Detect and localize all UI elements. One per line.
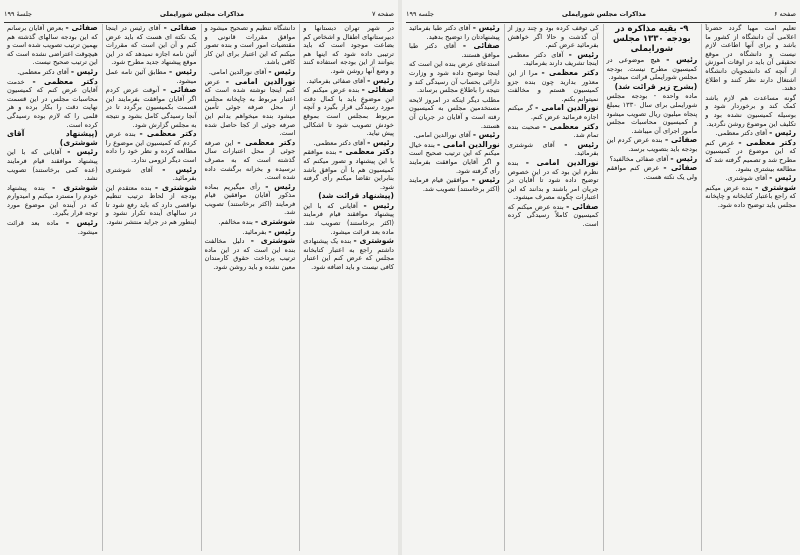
paragraph-text: آقای شوشتری بفرمائید. <box>507 140 599 158</box>
text-column <box>603 24 698 551</box>
page-number: صفحه ۷ <box>371 10 394 18</box>
speaker-name: رئیس - <box>363 200 394 210</box>
speaker-name: رئیس - <box>472 130 500 140</box>
speaker-name: رئیس - <box>367 75 394 85</box>
paragraph <box>607 83 698 92</box>
speaker-name: صفائی - <box>162 85 197 95</box>
paragraph-text: آقای نورالدین امامی. <box>208 67 267 76</box>
paragraph <box>7 148 98 182</box>
speaker-name: رئیس - <box>670 153 698 163</box>
paragraph <box>106 130 197 164</box>
paragraph <box>106 24 197 67</box>
paragraph-text: بنده عرض میکنم که این موضوع باید با کمال دقت مورد رسیدگی قرار بگیرد و آنچه مربوط بمجلس است بموقع خودش تصویب شود تا اشکالی پیش نیاید. <box>303 86 394 138</box>
paragraph-text: بنده یک پیشنهادی داشتم راجع به اعتبار کتابخانه مجلس که عرض کنم این اعتبار کافی نیست و باید اضافه شود. <box>303 237 394 272</box>
paragraph-text: آقای شوشتری. <box>725 174 768 183</box>
paragraph <box>7 130 98 147</box>
paragraph-text: صحبت بنده تمام شد. <box>507 122 599 140</box>
speaker-name: دکتر معظمی - <box>32 76 98 86</box>
speaker-name: دکتر معظمی - <box>139 129 197 139</box>
text-column <box>201 24 296 551</box>
paragraph-text: بعرض آقایان برسانم که این بودجه سالهای گذشته هم بهمین ترتیب تصویب شده است و هیچوقت اعتراضی نشده است که این ترتیب صحیح نیست. <box>7 24 98 67</box>
text-column <box>504 24 599 551</box>
speaker-name: رئیس - <box>471 175 500 185</box>
page-header <box>4 8 394 23</box>
speaker-name: دکتر معظمی - <box>339 147 394 157</box>
paragraph-text: هیچ موضوعی در کمیسیون مطرح نیست. بودجه مجلس شورایملی قرائت میشود. <box>606 56 698 82</box>
paragraph <box>409 176 500 193</box>
speaker-name: رئیس - <box>67 147 98 157</box>
speaker-name: شوشتری - <box>52 182 98 192</box>
left-page <box>0 0 398 555</box>
speaker-name: دکتر معظمی - <box>541 67 599 77</box>
paragraph <box>303 86 394 138</box>
running-title: مذاکرات مجلس شورایملی <box>561 10 647 18</box>
paragraph-text: آقایانی که با این پیشنهاد موافقند قیام فرمایند (اکثر برخاستند) تصویب شد. ماده بعد قرائت میشود. <box>303 201 394 236</box>
speaker-name: صفائی - <box>663 163 698 173</box>
paragraph-text: بنده موافقم با این پیشنهاد و تصور میکنم که کمیسیون هم با آن موافق باشد بنابراین تقاضا میکنم رأی گرفته شود. <box>303 148 394 191</box>
speaker-name: دکتر معظمی - <box>542 121 599 131</box>
paragraph <box>7 219 98 236</box>
paragraph <box>303 148 394 191</box>
paragraph-text: آقای صفائی بفرمائید. <box>306 76 366 85</box>
speaker-name: دکتر معظمی - <box>738 137 796 147</box>
paragraph <box>508 51 599 68</box>
paragraph-text: آقای شوشتری بفرمائید. <box>105 165 197 183</box>
speaker-name: صفائی - <box>163 24 197 32</box>
paragraph <box>607 136 698 153</box>
paragraph-text: رأی میگیریم بماده مذکور آقایان موافقین قیام فرمایند (اکثر برخاستند) تصویب شد. <box>204 182 296 217</box>
speaker-name: شوشتری - <box>254 217 296 227</box>
text-column <box>406 24 500 551</box>
paragraph-text: موافقین قیام فرمایند (اکثر برخاستند) تصویب شد. <box>409 176 500 193</box>
right-page <box>402 0 800 555</box>
speaker-name: نورالدین امامی - <box>535 103 599 113</box>
paragraph <box>508 159 599 202</box>
paragraph-text: خدمت آقایان عرض کنم که کمیسیون محاسبات مجلس در این قسمت نهایت دقت را بکار برده و هر قلمی را که لازم بوده رسیدگی کرده است. <box>7 77 98 129</box>
paragraph <box>705 24 796 93</box>
paragraph-text: ماده بعد قرائت میشود. <box>7 219 98 236</box>
session-number: جلسه ۱۹۹ <box>406 10 435 18</box>
paragraph <box>409 42 500 59</box>
paragraph <box>106 86 197 129</box>
speaker-name: صفائی - <box>566 201 599 211</box>
paragraph <box>409 60 500 94</box>
speaker-name: رئیس - <box>268 66 296 76</box>
session-number: جلسهٔ ۱۹۹ <box>4 10 33 18</box>
paragraph <box>607 155 698 164</box>
paragraph <box>607 92 698 135</box>
paragraph <box>607 164 698 181</box>
paragraph <box>205 24 296 67</box>
paragraph-text: عرض کنم اینجا نوشته شده است که اعتبار مربوط به چاپخانه مجلس از محل صرفه جوئی تأمین میشود بنده میخواهم بدانم این صرفه جوئی از کجا حاصل شده است. <box>204 77 296 138</box>
text-column <box>299 24 394 551</box>
paragraph <box>303 77 394 86</box>
paragraph-text: آقای دکتر طبا موافق هستند. <box>409 42 500 59</box>
paragraph <box>106 166 197 183</box>
speaker-name: رئیس - <box>268 226 296 236</box>
paragraph-text: بفرمائید. <box>242 227 267 236</box>
speaker-name: نورالدین امامی - <box>437 139 500 149</box>
paragraph-text: بنده نظرم این بود که در این خصوص توضیح داده شود تا آقایان در جریان امر باشند و بدانند که این اعتبارات چگونه مصرف میشود. <box>507 158 599 202</box>
paragraph <box>7 78 98 130</box>
paragraph-text: در شهر تهران دبستانها و دبیرستانهای اطفال و اشخاص کم بضاعت موجود است که باید ترتیبی داده شود که اینها هم بتوانند از این بودجه استفاده کنند و وضع آنها روشن شود. <box>303 24 394 75</box>
text-column <box>701 24 796 551</box>
paragraph-text: دلیل مخالفت بنده این است که در این ماده ترتیب پرداخت حقوق کارمندان معین نشده و باید روشن شود. <box>204 237 296 272</box>
paragraph-text: آقای دکتر معظمی. <box>715 129 768 138</box>
paragraph-text: بنده پیشنهاد خودم را مسترد میکنم و امیدوارم که در آینده این موضوع مورد توجه قرار بگیرد. <box>7 183 98 218</box>
speaker-name: شوشتری - <box>353 236 394 246</box>
speaker-name: رئیس - <box>162 164 197 174</box>
paragraph-text: ماده واحده - بودجه مجلس شورایملی برای سال ۱۳۳۰ بمبلغ پنجاه میلیون ریال تصویب میشود و کمیسیون محاسبات مجلس مأمور اجرای آن میباشد. <box>606 92 698 135</box>
paragraph-text: آقای دکتر معظمی اینجا تشریف دارند بفرمائید. <box>507 50 599 68</box>
paragraph-text: کی توقف کرده بود و چند روز از آن گذشت و حالا اگر خواهش بفرمائید عرض کنم. <box>507 24 599 50</box>
paragraph-text: آقای دکتر معظمی. <box>17 67 69 76</box>
paragraph-text: عرض کنم موافقم ولی یک نکته هست. <box>606 164 698 181</box>
paragraph <box>508 141 599 158</box>
paragraph-text: این صرفه جوئی از محل اعتبارات سال گذشته است که به مصرف نرسیده و بخزانه برگشت داده شده است. <box>204 138 296 182</box>
paragraph-text: آقای نورالدین امامی. <box>413 131 471 140</box>
speaker-name: صفائی - <box>462 41 500 51</box>
paragraph-text: دانشگاه تنظیم و تصحیح میشود و موافق مقررات قانونی و مقتضیات امور است و بنده تصور میکنم که این اعتبار برای این کار کافی باشد. <box>204 24 296 67</box>
paragraph-text: گونه مساعدت هم لازم باشد کمک کند و برخوردار شود و بوسیله کمیسیون نشده بود و تکلیف این موضوع روشن نگردید. <box>705 93 796 128</box>
paragraph <box>303 192 394 201</box>
speaker-name: دکتر معظمی - <box>237 137 296 147</box>
paragraph-text: گر میکنم اجازه فرمائید عرض کنم. <box>507 104 599 121</box>
paragraph <box>7 24 98 67</box>
paragraph-text: بنده خیال میکنم که این ترتیب صحیح است و اگر آقایان موافقت بفرمایند رأی گرفته شود. <box>409 140 500 175</box>
speaker-name: رئیس - <box>367 137 394 147</box>
speaker-name: شوشتری - <box>755 182 796 192</box>
speaker-name: صفائی - <box>361 85 394 95</box>
speaker-name: شوشتری - <box>250 236 296 246</box>
paragraph-text: بنده عرض میکنم که راجع باعتبار کتابخانه و چاپخانه مجلس باید توضیح داده شود. <box>705 183 796 209</box>
paragraph <box>705 174 796 183</box>
speaker-name: رئیس - <box>265 181 296 191</box>
paragraph-text: آنوقت عرض کردم اگر آقایان موافقت بفرمایند این قسمت بکمیسیون برگردد تا در آنجا رسیدگی کامل بشود و نتیجه به مجلس گزارش شود. <box>105 86 197 129</box>
paragraph <box>508 69 599 103</box>
paragraph <box>607 56 698 82</box>
speaker-name: نورالدین امامی - <box>225 76 296 86</box>
paragraph-text: تعلیم امت مهیا گردد حضرتاً اعلامی آن دانشگاه از کشور ما باشد و برای آنها اطاعت لازم نیست و دانشگاه در موقع تحقیقی آن باید در اوقات آموزش از آنچه که دانشجویان دانشگاه اشتغال دارند نظر کنند و اطلاع دهند. <box>705 24 796 93</box>
speaker-name: صفائی - <box>664 135 698 145</box>
speaker-name: رئیس - <box>65 218 98 228</box>
paragraph-text: مطلب دیگر اینکه در امروز لایحه مستخدمین مجلس به کمیسیون رفته است و آقایان در جریان آن هستند. <box>409 95 500 130</box>
speaker-name: رئیس - <box>70 66 98 76</box>
speaker-name: رئیس - <box>769 128 796 138</box>
paragraph <box>705 94 796 128</box>
paragraph <box>508 104 599 121</box>
paragraph <box>205 78 296 138</box>
paragraph-text: بنده عرض میکنم که کمیسیون کاملاً رسیدگی کرده است. <box>507 202 599 229</box>
text-columns <box>406 24 796 551</box>
running-title: مذاکرات مجلس شورایملی <box>159 10 245 18</box>
paragraph-text: بنده عرض کردم این بودجه باید بتصویب برسد. <box>606 136 698 153</box>
speaker-name: (بشرح زیر قرائت شد) <box>614 81 698 91</box>
paragraph <box>303 139 394 148</box>
speaker-name: (پیشنهاد قرائت شد) <box>318 191 394 201</box>
paragraph <box>7 68 98 77</box>
paragraph <box>409 131 500 140</box>
paragraph-text: آقای صفائی مخالفید؟ <box>609 154 669 163</box>
paragraph <box>409 141 500 175</box>
speaker-name: نورالدین امامی - <box>525 157 599 167</box>
paragraph <box>409 96 500 130</box>
speaker-name: شوشتری - <box>154 182 197 192</box>
paragraph-text: مرا از این معذور بدارید چون بنده جزو کمیسیون هستم و مخالفت نمیتوانم بکنم. <box>507 68 599 103</box>
paragraph <box>508 123 599 140</box>
speaker-name: رئیس - <box>769 173 796 183</box>
paragraph <box>205 237 296 271</box>
paragraph-text: بنده عرض کردم که کمیسیون این موضوع را مطالعه کرده و نظر خود را داده است دیگر لزومی ندارد. <box>105 130 197 164</box>
paragraph <box>303 237 394 271</box>
paragraph <box>508 203 599 229</box>
paragraph <box>205 139 296 182</box>
paragraph-text: بنده معتقدم این بودجه از لحاظ ترتیب تنظیم نواقصی دارد که باید رفع شود تا در سالهای آینده تکرار نشود و اینطور هم در جراید منتشر نشود. <box>105 183 197 227</box>
speaker-name: رئیس - <box>568 49 599 59</box>
speaker-name: (پیشنهاد آقای شوشتری) <box>7 129 98 147</box>
paragraph <box>705 184 796 210</box>
paragraph-text: بنده مخالفم. <box>218 218 253 227</box>
paragraph-text: آقای دکتر معظمی. <box>313 138 366 147</box>
paragraph <box>705 139 796 173</box>
text-column <box>102 24 197 551</box>
speaker-name: رئیس - <box>169 66 197 76</box>
paragraph <box>7 184 98 218</box>
speaker-name: صفائی - <box>65 24 98 32</box>
paragraph <box>205 228 296 237</box>
paragraph <box>303 202 394 236</box>
text-column <box>4 24 98 551</box>
section-title: ۹- بقیه مذاکره در بودجه ۱۳۳۰ مجلس شورایملی <box>613 24 691 54</box>
speaker-name: رئیس - <box>472 24 500 32</box>
paragraph <box>303 24 394 76</box>
paragraph-text: عرض کنم که این موضوع در کمیسیون مطرح شد و تصمیم گرفته شد که مطالعه بیشتری بشود. <box>705 138 796 173</box>
text-columns <box>4 24 394 551</box>
paragraph-text: آقای دکتر طبا بفرمائید پیشنهادتان را توضیح بدهید. <box>409 24 500 41</box>
page-header <box>406 8 796 23</box>
paragraph-text: آقای رئیس در اینجا یک نکته ای هست که باید عرض کنم و آن این است که مقررات آئین نامه اجازه نمیدهد که در این موقع پیشنهاد جدید مطرح شود. <box>105 24 197 67</box>
paragraph <box>205 68 296 77</box>
paragraph <box>508 24 599 50</box>
paragraph <box>106 184 197 227</box>
speaker-name: رئیس - <box>666 55 698 64</box>
speaker-name: رئیس - <box>564 139 599 149</box>
paragraph-text: مطابق آئین نامه عمل میشود. <box>105 67 197 85</box>
paragraph <box>409 24 500 41</box>
paragraph-text: استدعای عرض بنده این است که اینجا توضیح داده شود و وزارت دارائی بحساب آن رسیدگی کند و نتیجه را باطلاع مجلس برساند. <box>409 60 500 95</box>
paragraph-text: آقایانی که با این پیشنهاد موافقند قیام فرمایند (عده کمی برخاستند) تصویب نشد. <box>7 148 98 183</box>
paragraph <box>205 218 296 227</box>
paragraph <box>106 68 197 85</box>
page-number: صفحه ۶ <box>773 10 796 18</box>
paragraph <box>205 183 296 217</box>
paragraph <box>705 129 796 138</box>
